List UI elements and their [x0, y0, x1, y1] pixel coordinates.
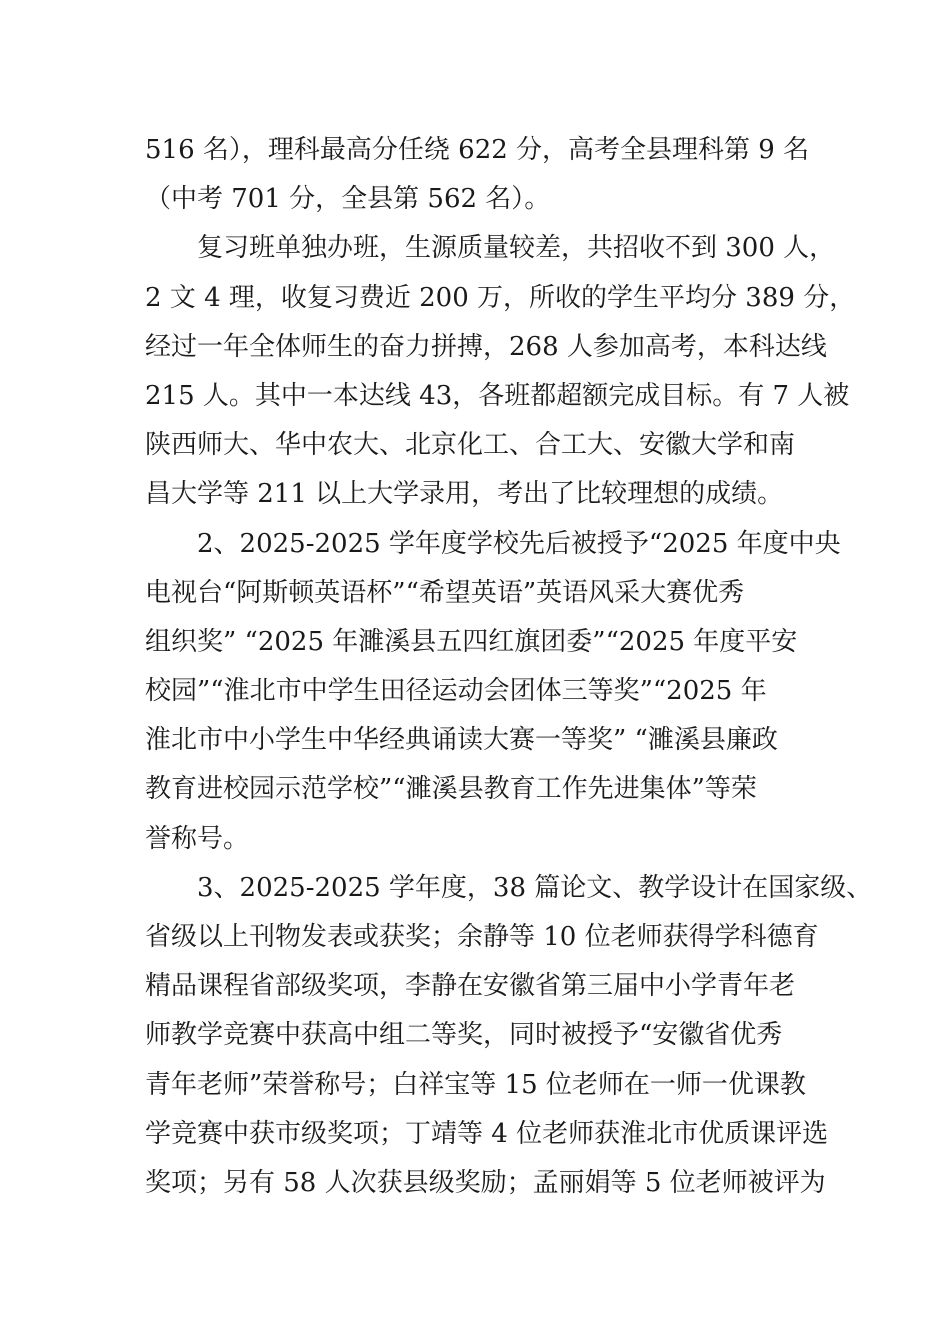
text-line: 2 文 4 理，收复习费近 200 万，所收的学生平均分 389 分，	[145, 282, 856, 313]
text-line: 誉称号。	[145, 823, 250, 854]
paragraph-teacher-awards	[145, 864, 873, 1208]
text-line: （中考 701 分，全县第 562 名）。	[145, 184, 551, 215]
paragraph-school-honors	[145, 520, 841, 864]
text-line: 经过一年全体师生的奋力拼搏，268 人参加高考，本科达线	[145, 331, 827, 362]
text-line: 奖项；另有 58 人次获县级奖励；孟丽娟等 5 位老师被评为	[145, 1167, 826, 1198]
text-line: 青年老师”荣誉称号；白祥宝等 15 位老师在一师一优课教	[145, 1069, 806, 1100]
text-line: 3、2025-2025 学年度，38 篇论文、教学设计在国家级、	[197, 872, 873, 903]
text-line: 精品课程省部级奖项，李静在安徽省第三届中小学青年老	[145, 971, 796, 1002]
paragraph-repeat-class	[145, 224, 856, 519]
text-line: 215 人。其中一本达线 43，各班都超额完成目标。有 7 人被	[145, 380, 850, 411]
text-line: 教育进校园示范学校”“濉溪县教育工作先进集体”等荣	[145, 774, 757, 805]
text-line: 学竞赛中获市级奖项；丁靖等 4 位老师获淮北市优质课评选	[145, 1118, 829, 1149]
text-line: 昌大学等 211 以上大学录用，考出了比较理想的成绩。	[145, 479, 784, 510]
text-line: 516 名），理科最高分任绕 622 分，高考全县理科第 9 名	[145, 135, 810, 165]
text-line: 师教学竞赛中获高中组二等奖，同时被授予“安徽省优秀	[145, 1020, 783, 1051]
text-line: 复习班单独办班，生源质量较差，共招收不到 300 人，	[197, 233, 836, 264]
text-line: 2、2025-2025 学年度学校先后被授予“2025 年度中央	[197, 528, 841, 559]
text-line: 电视台“阿斯顿英语杯”“希望英语”英语风采大赛优秀	[145, 577, 745, 608]
text-line: 淮北市中小学生中华经典诵读大赛一等奖” “濉溪县廉政	[145, 725, 778, 756]
text-line: 校园”“淮北市中学生田径运动会团体三等奖”“2025 年	[145, 676, 767, 707]
document-body	[145, 126, 873, 1208]
text-line: 陕西师大、华中农大、北京化工、合工大、安徽大学和南	[145, 430, 796, 461]
text-line: 组织奖” “2025 年濉溪县五四红旗团委”“2025 年度平安	[145, 626, 798, 657]
paragraph-admission-continued	[145, 126, 825, 224]
text-line: 省级以上刊物发表或获奖；余静等 10 位老师获得学科德育	[145, 922, 819, 952]
